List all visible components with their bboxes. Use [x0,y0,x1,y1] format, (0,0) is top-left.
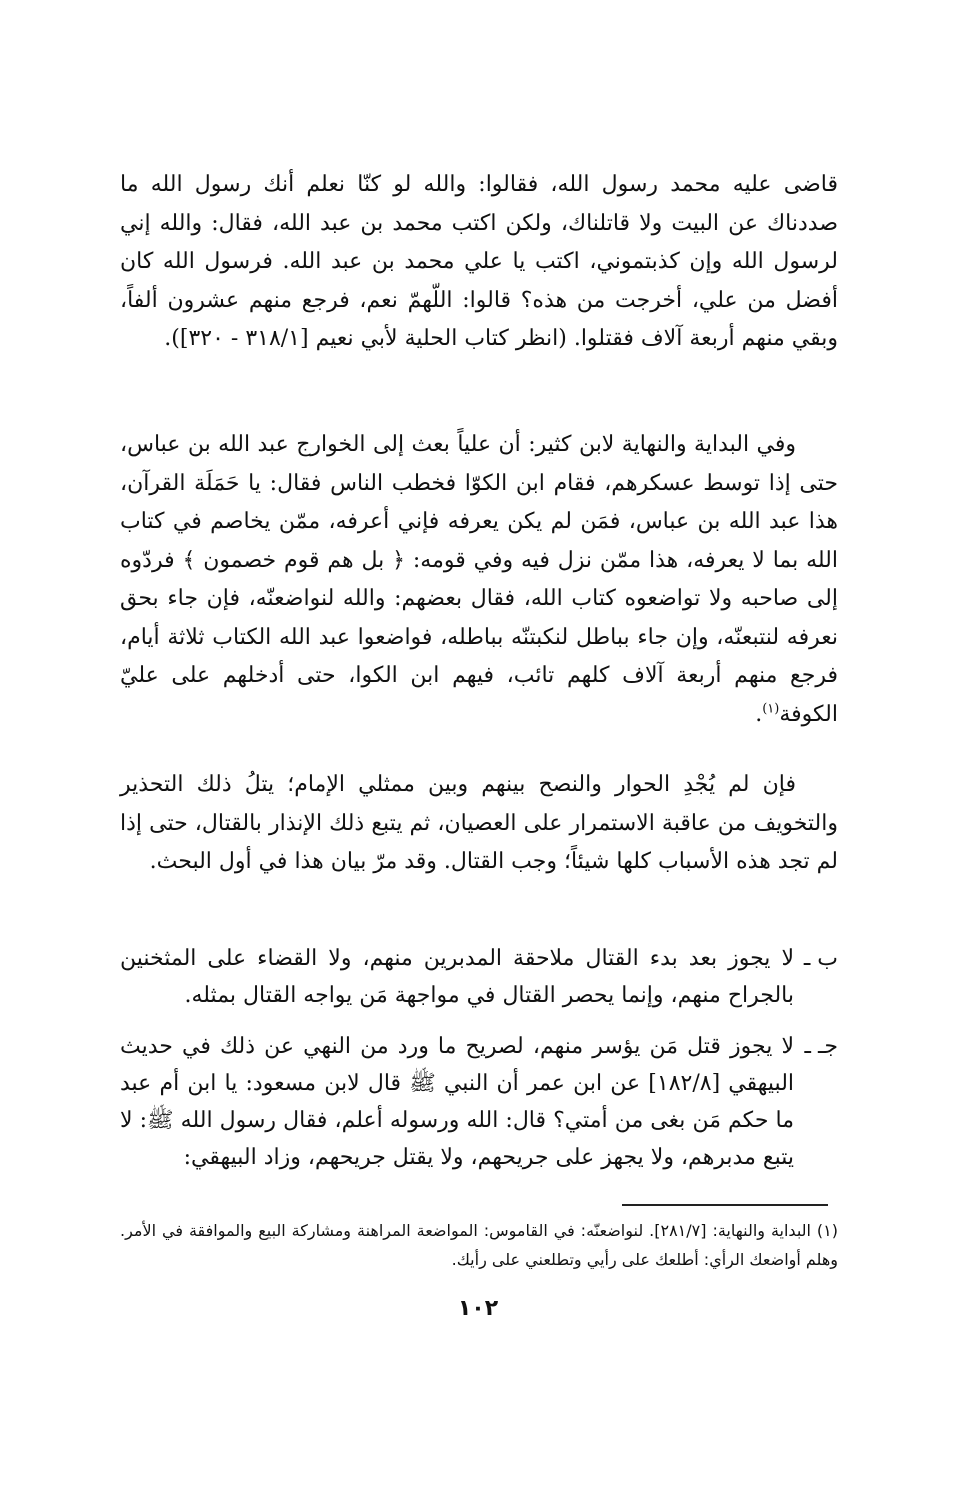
paragraph-2 [120,426,838,734]
paragraph-3: فإن لم يُجْدِ الحوار والنصح بينهم وبين ممثلي الإمام؛ يتلُ ذلك التحذير والتخويف من عاقبة الاستمرار على العصيان، ثم يتبع ذلك الإنذار بالقتال، حتى إذا لم تجد هذه الأسباب كلها شيئاً؛ وجب القتال. وقد مرّ بيان هذا في أول البحث. [120,772,838,874]
paragraph-continuation [120,166,838,359]
paragraph-2-end: . [755,701,763,727]
footnote-reference: (١) [762,701,780,717]
footnote-divider [622,1204,828,1206]
paragraph-dialogue [120,766,838,882]
page-number: ١٠٢ [457,1296,499,1321]
footnotes [120,1216,838,1274]
footnote-1: (١) البداية والنهاية: [٢٨١/٧]. لنواضعنّه: في القاموس: المواضعة المراهنة ومشاركة البيع والموافقة في الأمر. وهلم أواضعك الرأي: أطلعك على رأيي وتطلعني على رأيك. [120,1221,839,1269]
paragraph-2-text: وفي البداية والنهاية لابن كثير: أن علياً بعث إلى الخوارج عبد الله بن عباس، حتى إذا توسط عسكرهم، فقام ابن الكوّا فخطب الناس فقال: يا حَمَلَة القرآن، هذا عبد الله بن عباس، فمَن لم يكن يعرفه فإني أعرفه، ممّن يخاصم في كتاب الله بما لا يعرفه، هذا ممّن نزل فيه وفي قومه: ﴿ بل هم قوم خصمون ﴾ فردّوه إلى صاحبه ولا تواضعوه كتاب الله، فقال بعضهم: والله لنواضعنّه، فإن جاء بحق نعرفه لنتبعنّه، وإن جاء بباطل لنكبتنّه بباطله، فواضعوا عبد الله الكتاب ثلاثة أيام، فرجع منهم أربعة آلاف كلهم تائب، فيهم ابن الكوا، حتى أدخلهم على عليّ الكوفة [120,432,838,727]
list-marker: جـ ـ [804,1034,838,1059]
list-marker: ب ـ [803,946,838,971]
list-item [120,940,838,1014]
list-item-b [120,940,838,1014]
list-item [120,1028,838,1176]
list-item-text: لا يجوز قتل مَن يؤسر منهم، لصريح ما ورد من النهي عن ذلك في حديث البيهقي [١٨٢/٨] عن ابن عمر أن النبي ﷺ قال لابن مسعود: يا ابن أم عبد ما حكم مَن بغى من أمتي؟ قال: الله ورسوله أعلم، فقال رسول الله ﷺ: لا يتبع مدبرهم، ولا يجهز على جريحهم، ولا يقتل جريحهم، وزاد البيهقي: [120,1034,795,1170]
paragraph-1: قاضى عليه محمد رسول الله، فقالوا: والله لو كنّا نعلم أنك رسول الله ما صددناك عن البيت ولا قاتلناك، ولكن اكتب محمد بن عبد الله، فقال: والله إني لرسول الله وإن كذبتموني، اكتب يا علي محمد بن عبد الله. فرسول الله كان أفضل من علي، أخرجت من هذه؟ قالوا: اللّهمّ نعم، فرجع منهم عشرون ألفاً، وبقي منهم أربعة آلاف فقتلوا. (انظر كتاب الحلية لأبي نعيم [٣١٨/١ - ٣٢٠]). [120,172,838,351]
list-item-text: لا يجوز بعد بدء القتال ملاحقة المدبرين منهم، ولا القضاء على المثخنين بالجراح منهم، وإنما يحصر القتال في مواجهة مَن يواجه القتال بمثله. [120,946,794,1008]
list-item-j [120,1028,838,1176]
paragraph-ibn-kathir [120,426,838,734]
